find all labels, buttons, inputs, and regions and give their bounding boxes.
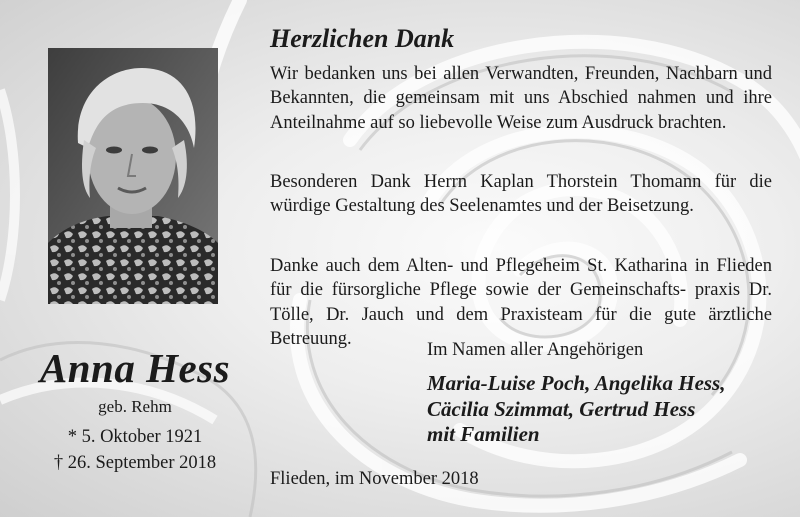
signatories [427,371,725,448]
thanks-heading: Herzlichen Dank [270,24,455,53]
thanks-paragraph: Besonderen Dank Herrn Kaplan Thorstein Thomann für die würdige Gestaltung des Seelenamtes und der Beisetzung. [270,172,772,217]
signatory-line: Maria-Luise Poch, Angelika Hess, [427,371,726,395]
thanks-paragraph: Wir bedanken uns bei allen Verwandten, Freunden, Nachbarn und Bekannten, die gemeinsam mit uns Abschied nahmen und ihre Anteilnahme auf so liebevolle Weise zum Ausdruck brachten. [270,64,772,133]
on-behalf-line: Im Namen aller Angehörigen [427,340,644,360]
death-date: † 26. September 2018 [53,453,217,473]
deceased-name: Anna Hess [39,345,231,391]
portrait-photo [48,48,218,304]
signatory-line: mit Familien [427,422,540,446]
signatory-line: Cäcilia Szimmat, Gertrud Hess [427,396,696,421]
maiden-name: geb. Rehm [98,397,172,416]
thanks-paragraph: Danke auch dem Alten- und Pflegeheim St. Katharina in Flieden für die fürsorgliche Pflege sowie der Gemeinschafts- praxis Dr. Tölle, Dr. Jauch und dem Praxisteam für die gute ärztliche Betreuung. [270,256,772,349]
place-and-date: Flieden, im November 2018 [270,469,479,489]
birth-date: * 5. Oktober 1921 [67,427,203,447]
